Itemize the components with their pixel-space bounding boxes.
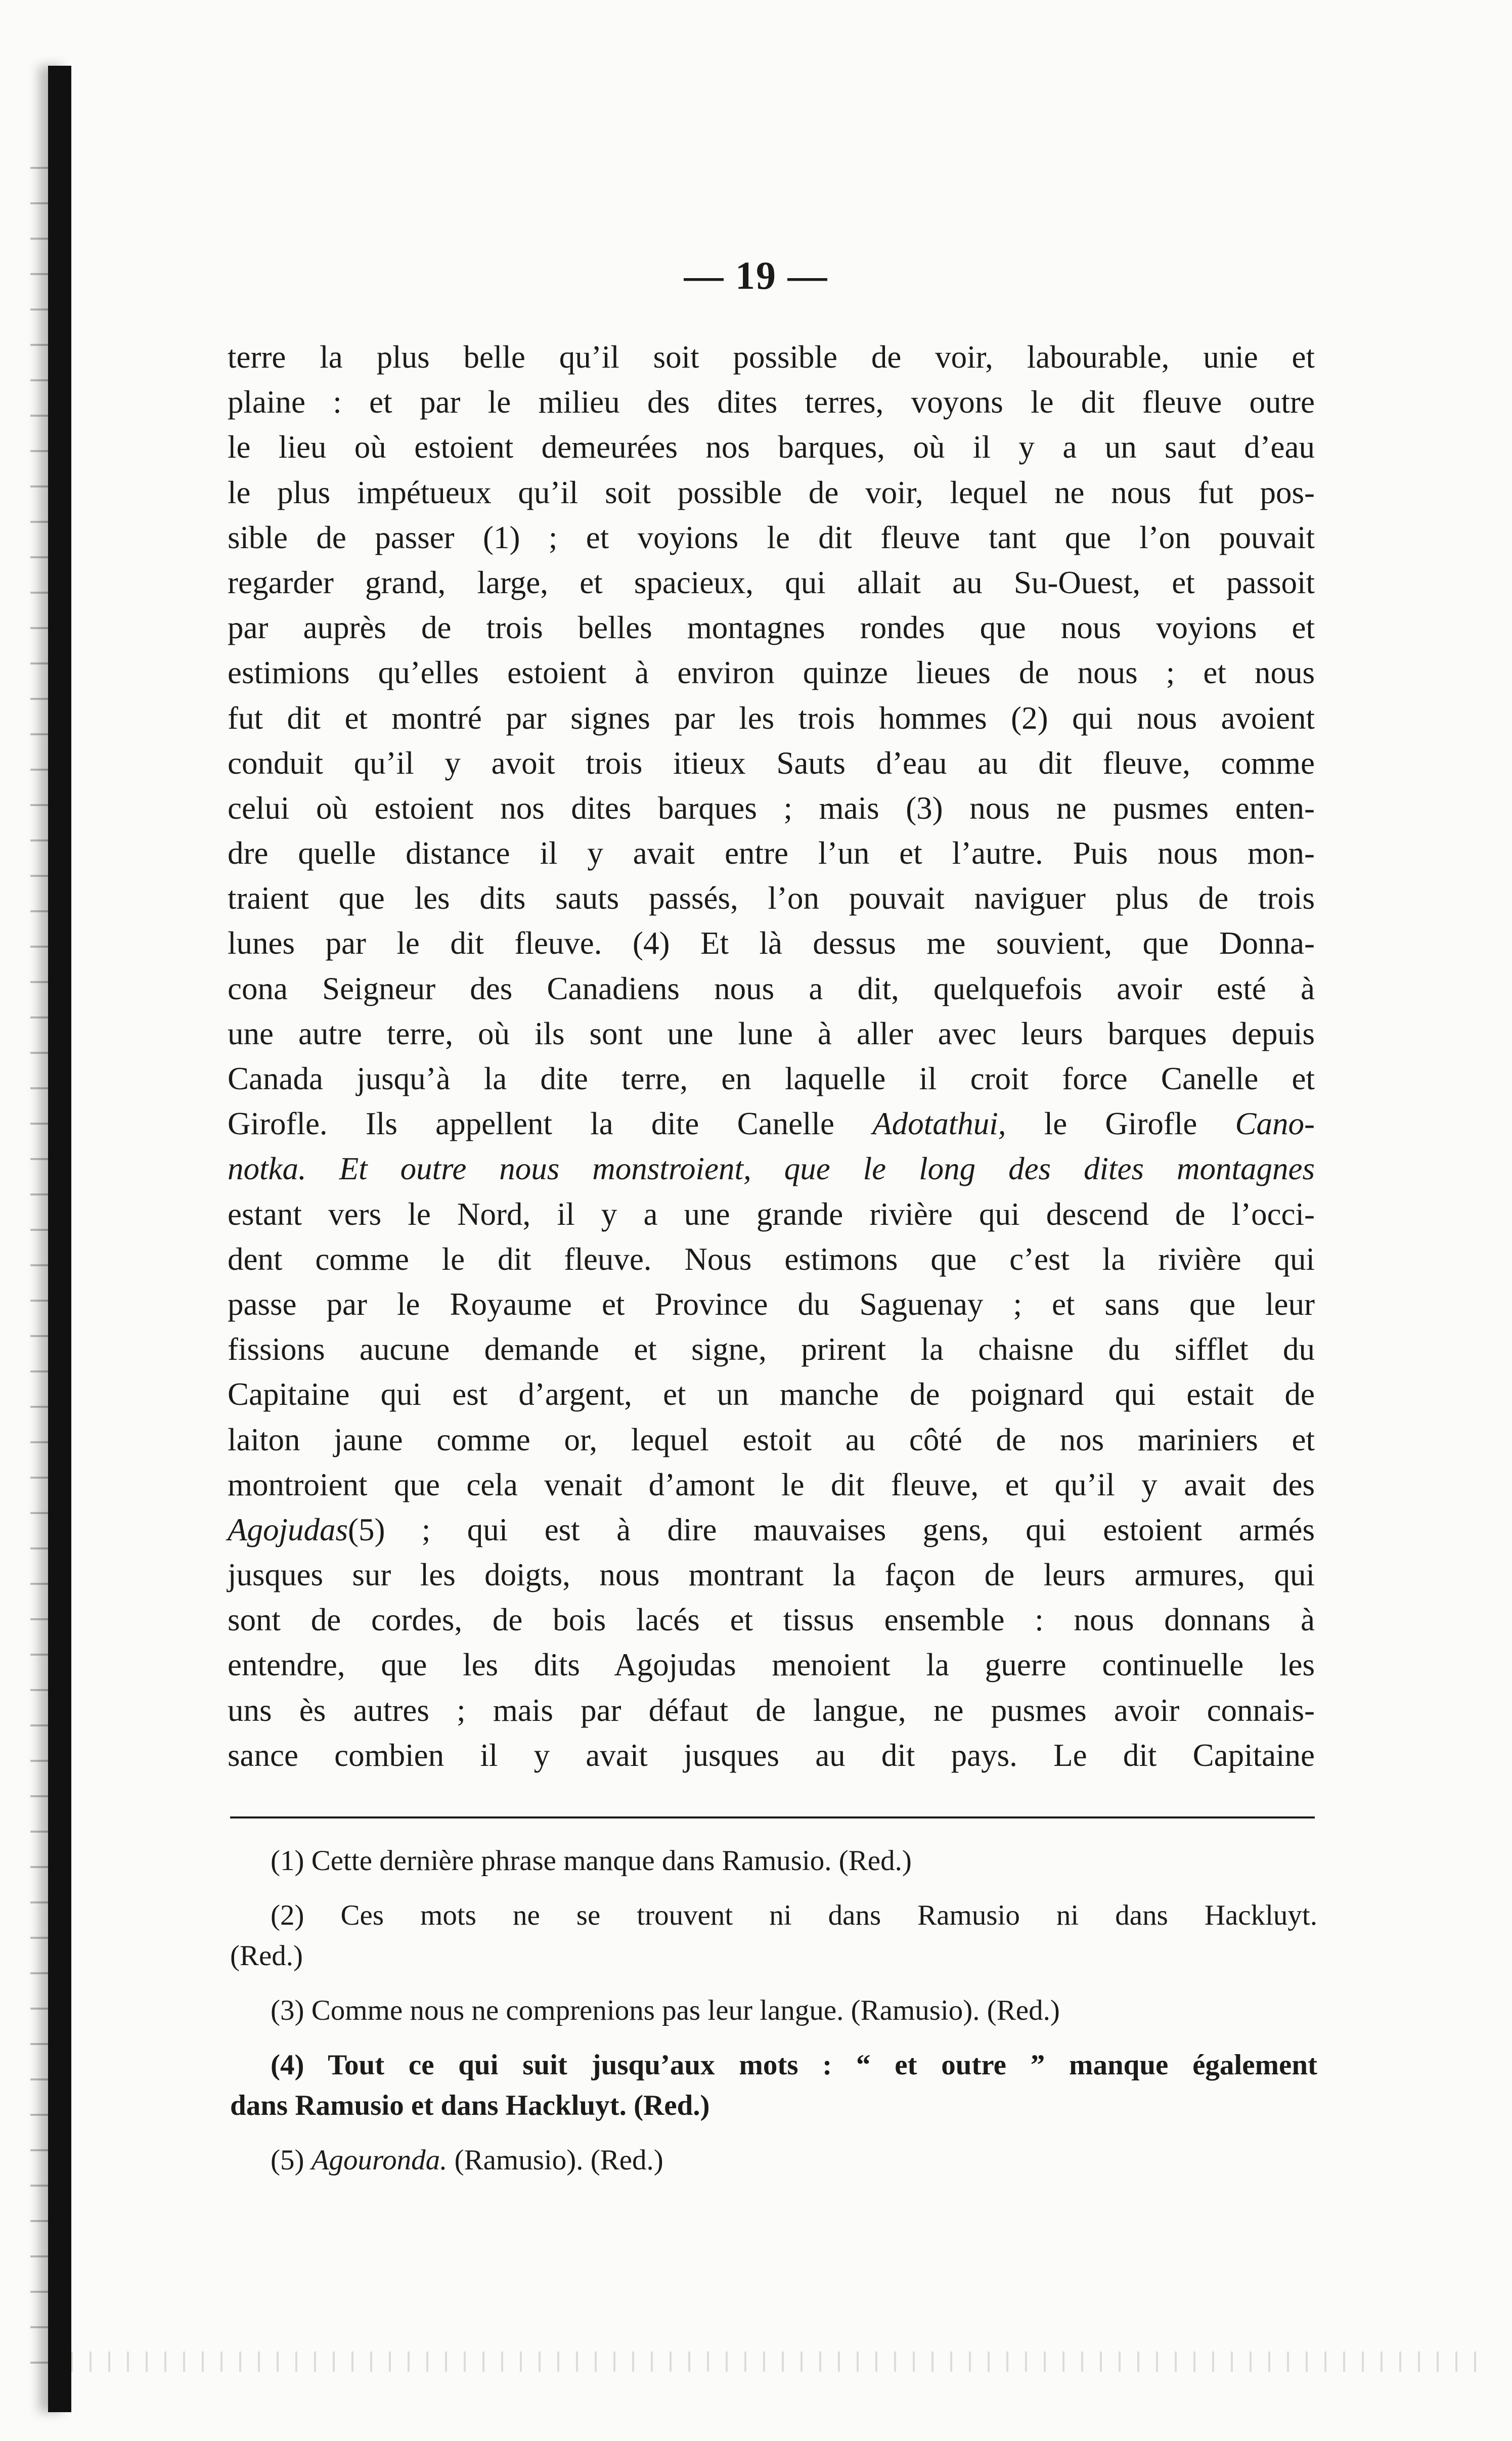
text-line: Capitaine qui est d’argent, et un manche de poignard qui estait de (228, 1377, 1315, 1412)
text-line: fut dit et montré par signes par les trois hommes (2) qui nous avoient (228, 700, 1315, 736)
text-line (228, 1146, 1315, 1191)
text-line: plaine : et par le milieu des dites terres, voyons le dit fleuve outre (228, 384, 1315, 420)
text-line: lunes par le dit fleuve. (4) Et là dessus me souvient, que Donna- (228, 925, 1315, 961)
footnote-text: (3) Comme nous ne comprenions pas leur langue. (Ramusio). (Red.) (271, 1994, 1060, 2026)
footnote-marker: (5) (271, 2144, 304, 2176)
footnote (230, 1990, 1317, 2031)
binding-shadow (30, 152, 51, 2377)
footnote (230, 1895, 1317, 1976)
italic-term: Cano- (1235, 1106, 1315, 1142)
text-line: dent comme le dit fleuve. Nous estimons que c’est la rivière qui (228, 1241, 1315, 1277)
footnote (230, 2045, 1317, 2126)
text-line: sance combien il y avait jusques au dit pays. Le dit Capitaine (228, 1737, 1315, 1773)
footnote-text: (Ramusio). (Red.) (454, 2144, 663, 2176)
footnote-italic-term: Agouronda. (311, 2144, 448, 2176)
text-line: uns ès autres ; mais par défaut de langue, ne pusmes avoir connais- (228, 1692, 1315, 1728)
text-line: passe par le Royaume et Province du Saguenay ; et sans que leur (228, 1286, 1315, 1322)
text-line: sont de cordes, de bois lacés et tissus ensemble : nous donnans à (228, 1602, 1315, 1638)
body-text (228, 335, 1315, 1778)
text-line: estant vers le Nord, il y a une grande rivière qui descend de l’occi- (228, 1196, 1315, 1232)
text-line: traient que les dits sauts passés, l’on pouvait naviguer plus de trois (228, 880, 1315, 916)
italic-term: le Girofle (1044, 1106, 1197, 1142)
text-line: laiton jaune comme or, lequel estoit au côté de nos mariniers et (228, 1422, 1315, 1457)
footnote (230, 1841, 1317, 1881)
text-segment: Girofle. Ils appellent la dite Canelle (228, 1106, 834, 1142)
text-line: cona Seigneur des Canadiens nous a dit, quelquefois avoir esté à (228, 970, 1315, 1006)
text-line: fissions aucune demande et signe, prirent la chaisne du sifflet du (228, 1332, 1315, 1367)
footnotes (230, 1841, 1317, 2195)
text-line: une autre terre, où ils sont une lune à aller avec leurs barques depuis (228, 1015, 1315, 1051)
footnote-text: (2) Ces mots ne se trouvent ni dans Ramusio ni dans Hackluyt. (271, 1899, 1317, 1931)
text-line: terre la plus belle qu’il soit possible de voir, labourable, unie et (228, 339, 1315, 375)
italic-term: Agojudas (228, 1512, 348, 1547)
text-line: le lieu où estoient demeurées nos barques, où il y a un saut d’eau (228, 429, 1315, 465)
italic-term: Adotathui, (872, 1106, 1006, 1142)
text-segment: (5) ; qui est à dire mauvaises gens, qui estoient armés (348, 1512, 1315, 1547)
text-line-with-italics (228, 1507, 1315, 1552)
text-line: Canada jusqu’à la dite terre, en laquelle il croit force Canelle et (228, 1061, 1315, 1096)
text-line: estimions qu’elles estoient à environ quinze lieues de nous ; et nous (228, 655, 1315, 691)
footnote-text: (4) Tout ce qui suit jusqu’aux mots : “ et outre ” manque également (271, 2049, 1317, 2081)
text-segment: notka. Et outre nous monstroient, que le long des dites montagnes (228, 1151, 1315, 1187)
footnote-rule (230, 1816, 1315, 1818)
text-line-with-italics (228, 1101, 1315, 1146)
book-binding-edge (48, 66, 71, 2412)
text-line: par auprès de trois belles montagnes rondes que nous voyions et (228, 610, 1315, 646)
text-line: montroient que cela venait d’amont le dit fleuve, et qu’il y avait des (228, 1467, 1315, 1502)
text-line: conduit qu’il y avoit trois itieux Sauts d’eau au dit fleuve, comme (228, 745, 1315, 781)
text-line: jusques sur les doigts, nous montrant la façon de leurs armures, qui (228, 1557, 1315, 1593)
footnote (230, 2140, 1317, 2181)
print-specks (71, 2351, 1487, 2372)
text-line: le plus impétueux qu’il soit possible de voir, lequel ne nous fut pos- (228, 474, 1315, 510)
text-line: regarder grand, large, et spacieux, qui allait au Su-Ouest, et passoit (228, 564, 1315, 600)
text-line: dre quelle distance il y avait entre l’un et l’autre. Puis nous mon- (228, 835, 1315, 871)
footnote-text: (Red.) (230, 1940, 303, 1972)
text-line: celui où estoient nos dites barques ; mais (3) nous ne pusmes enten- (228, 790, 1315, 826)
footnote-text: (1) Cette dernière phrase manque dans Ramusio. (Red.) (271, 1845, 912, 1877)
text-line: entendre, que les dits Agojudas menoient la guerre continuelle les (228, 1647, 1315, 1683)
page-number: — 19 — (684, 253, 828, 297)
text-line: sible de passer (1) ; et voyions le dit fleuve tant que l’on pouvait (228, 519, 1315, 555)
footnote-text: dans Ramusio et dans Hackluyt. (Red.) (230, 2090, 710, 2121)
